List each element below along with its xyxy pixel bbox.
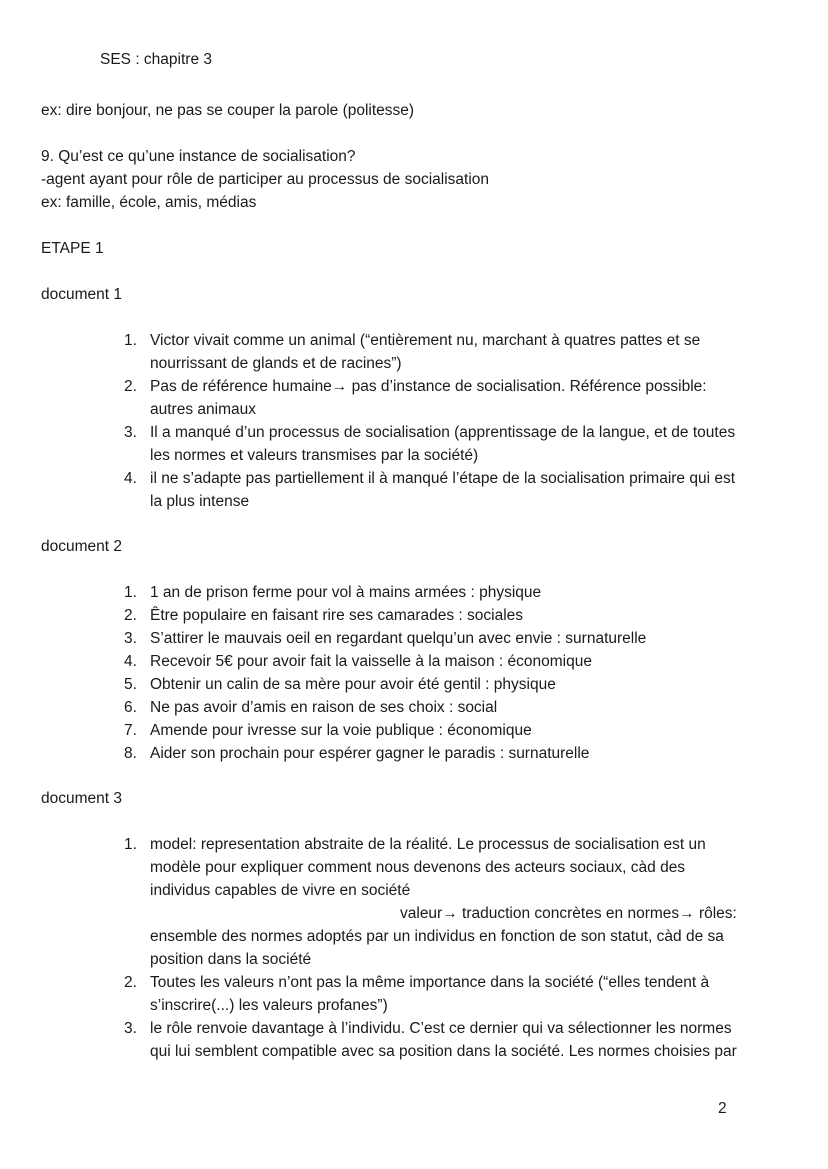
list-item bbox=[124, 421, 790, 467]
list-item bbox=[124, 375, 790, 421]
list-line: les normes et valeurs transmises par la société) bbox=[150, 447, 479, 464]
list-line: Il a manqué d’un processus de socialisation (apprentissage de la langue, et de toutes bbox=[150, 424, 736, 441]
question-9-title: 9. Qu’est ce qu’une instance de socialisation? bbox=[41, 148, 356, 165]
list-item bbox=[124, 719, 790, 742]
list-number: 3. bbox=[124, 1020, 137, 1037]
list-line: Être populaire en faisant rire ses camarades : sociales bbox=[150, 607, 524, 624]
list-number: 4. bbox=[124, 653, 137, 670]
list-item bbox=[124, 971, 790, 1017]
list-line: Toutes les valeurs n’ont pas la même importance dans la société (“elles tendent à bbox=[150, 974, 710, 991]
list-item bbox=[124, 650, 790, 673]
list-line: qui lui semblent compatible avec sa position dans la société. Les normes choisies par bbox=[150, 1043, 737, 1060]
page-number: 2 bbox=[718, 1100, 727, 1117]
document-1-title: document 1 bbox=[41, 286, 122, 303]
list-number: 7. bbox=[124, 722, 137, 739]
document-1-list bbox=[124, 329, 790, 513]
list-line: autres animaux bbox=[150, 401, 256, 418]
list-line: il ne s’adapte pas partiellement il à manqué l’étape de la socialisation primaire qui est bbox=[150, 470, 736, 487]
list-line: S’attirer le mauvais oeil en regardant quelqu’un avec envie : surnaturelle bbox=[150, 630, 647, 647]
document-2-title: document 2 bbox=[41, 538, 122, 555]
list-number: 5. bbox=[124, 676, 137, 693]
list-number: 6. bbox=[124, 699, 137, 716]
list-number: 1. bbox=[124, 584, 137, 601]
intro-example: ex: dire bonjour, ne pas se couper la parole (politesse) bbox=[41, 102, 415, 119]
list-line: Amende pour ivresse sur la voie publique : économique bbox=[150, 722, 532, 739]
list-number: 2. bbox=[124, 607, 137, 624]
list-number: 1. bbox=[124, 836, 137, 853]
list-item bbox=[124, 604, 790, 627]
question-9-answer: -agent ayant pour rôle de participer au processus de socialisation bbox=[41, 171, 490, 188]
list-line: la plus intense bbox=[150, 493, 250, 510]
etape-heading: ETAPE 1 bbox=[41, 240, 104, 257]
list-line: ensemble des normes adoptés par un individus en fonction de son statut, càd de sa bbox=[150, 928, 724, 945]
list-line: Pas de référence humaine→ pas d’instance de socialisation. Référence possible: bbox=[150, 378, 707, 395]
list-item bbox=[124, 742, 790, 765]
document-3-title: document 3 bbox=[41, 790, 122, 807]
list-line: s’inscrire(...) les valeurs profanes”) bbox=[150, 997, 388, 1014]
list-number: 4. bbox=[124, 470, 137, 487]
list-item bbox=[124, 627, 790, 650]
list-item bbox=[124, 673, 790, 696]
list-line: Ne pas avoir d’amis en raison de ses choix : social bbox=[150, 699, 498, 716]
list-line: Victor vivait comme un animal (“entièrement nu, marchant à quatres pattes et se bbox=[150, 332, 701, 349]
list-line: Aider son prochain pour espérer gagner le paradis : surnaturelle bbox=[150, 745, 590, 762]
document-2-list bbox=[124, 581, 790, 765]
list-number: 2. bbox=[124, 378, 137, 395]
list-number: 8. bbox=[124, 745, 137, 762]
question-9-section bbox=[41, 145, 801, 214]
list-item bbox=[124, 467, 790, 513]
list-line: modèle pour expliquer comment nous devenons des acteurs sociaux, càd des bbox=[150, 859, 686, 876]
list-item bbox=[124, 329, 790, 375]
list-line: Recevoir 5€ pour avoir fait la vaisselle à la maison : économique bbox=[150, 653, 592, 670]
page-header: SES : chapitre 3 bbox=[100, 51, 213, 68]
list-item bbox=[124, 833, 790, 971]
document-3-list bbox=[124, 833, 790, 1063]
list-number: 1. bbox=[124, 332, 137, 349]
list-item bbox=[124, 581, 790, 604]
list-line: model: representation abstraite de la réalité. Le processus de socialisation est un bbox=[150, 836, 706, 853]
list-line: nourrissant de glands et de racines”) bbox=[150, 355, 402, 372]
list-number: 3. bbox=[124, 424, 137, 441]
list-line: position dans la société bbox=[150, 951, 312, 968]
list-line: individus capables de vivre en société bbox=[150, 882, 411, 899]
list-item bbox=[124, 1017, 790, 1063]
list-line: Obtenir un calin de sa mère pour avoir été gentil : physique bbox=[150, 676, 556, 693]
list-item bbox=[124, 696, 790, 719]
list-number: 3. bbox=[124, 630, 137, 647]
list-line: le rôle renvoie davantage à l’individu. C’est ce dernier qui va sélectionner les normes bbox=[150, 1020, 732, 1037]
list-indented-line: valeur→ traduction concrètes en normes→ rôles: bbox=[400, 905, 737, 922]
list-line: 1 an de prison ferme pour vol à mains armées : physique bbox=[150, 584, 542, 601]
question-9-example: ex: famille, école, amis, médias bbox=[41, 194, 257, 211]
list-number: 2. bbox=[124, 974, 137, 991]
